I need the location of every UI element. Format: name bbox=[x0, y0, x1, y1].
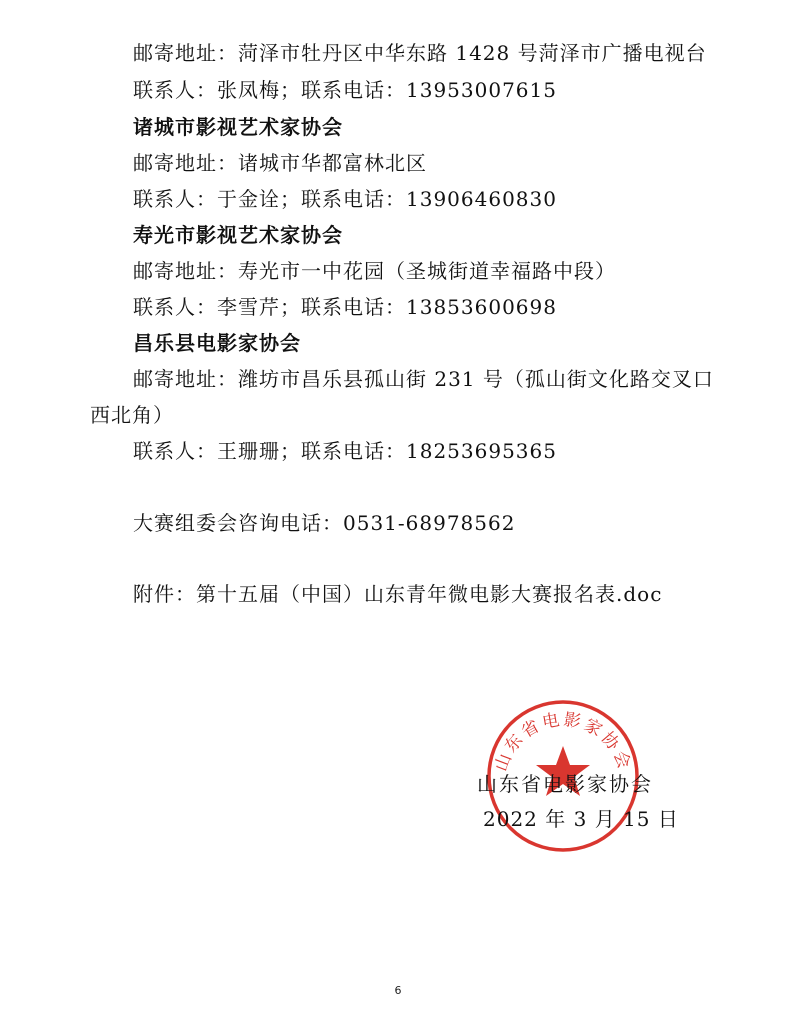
shouguang-address: 邮寄地址：寿光市一中花园（圣城街道幸福路中段） bbox=[133, 259, 616, 283]
hotline: 大赛组委会咨询电话：0531-68978562 bbox=[133, 511, 516, 535]
zhucheng-contact: 联系人：于金诠；联系电话：13906460830 bbox=[133, 187, 557, 211]
heze-contact: 联系人：张凤梅；联系电话：13953007615 bbox=[133, 78, 557, 102]
page-number: 6 bbox=[394, 984, 402, 997]
shouguang-heading: 寿光市影视艺术家协会 bbox=[133, 223, 343, 247]
signature-date: 2022 年 3 月 15 日 bbox=[483, 807, 679, 831]
shouguang-contact: 联系人：李雪芹；联系电话：13853600698 bbox=[133, 295, 557, 319]
changle-address-line2: 西北角） bbox=[90, 403, 174, 427]
changle-address-line1: 邮寄地址：潍坊市昌乐县孤山街 231 号（孤山街文化路交叉口 bbox=[133, 367, 714, 391]
zhucheng-address: 邮寄地址：诸城市华都富林北区 bbox=[133, 151, 427, 175]
zhucheng-heading: 诸城市影视艺术家协会 bbox=[133, 115, 343, 139]
signature-organization: 山东省电影家协会 bbox=[477, 772, 653, 796]
attachment-link[interactable]: 附件：第十五届（中国）山东青年微电影大赛报名表.doc bbox=[133, 582, 663, 606]
heze-address: 邮寄地址：菏泽市牡丹区中华东路 1428 号菏泽市广播电视台 bbox=[133, 41, 707, 65]
seal-text: 山东省电影家协会 bbox=[491, 709, 635, 775]
changle-contact: 联系人：王珊珊；联系电话：18253695365 bbox=[133, 439, 557, 463]
changle-heading: 昌乐县电影家协会 bbox=[133, 331, 301, 355]
